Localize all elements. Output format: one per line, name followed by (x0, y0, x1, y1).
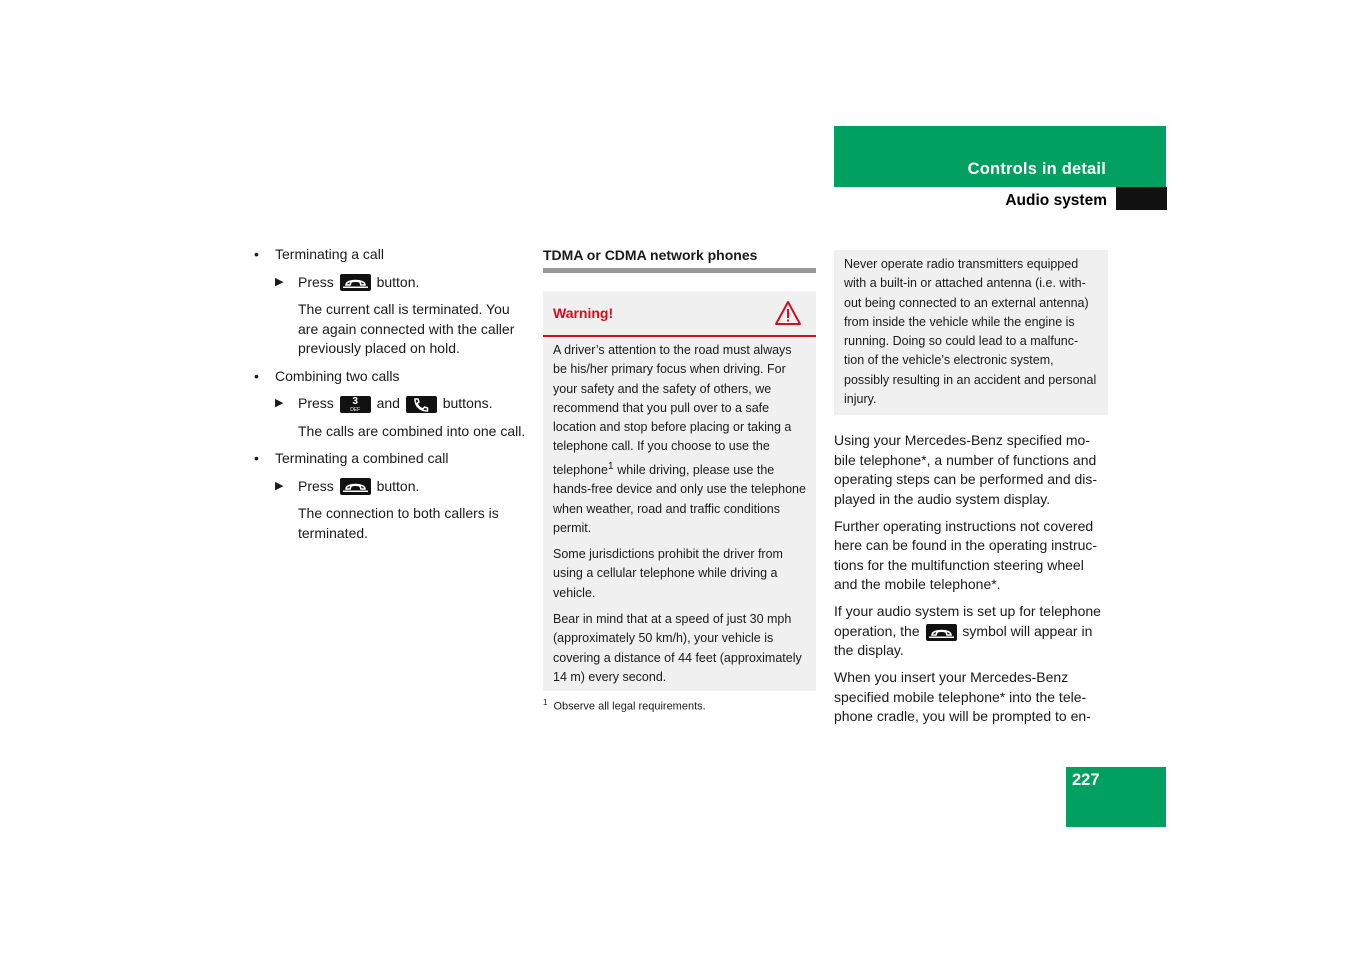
phone-pickup-icon (406, 396, 437, 413)
section-heading: TDMA or CDMA network phones (543, 247, 758, 263)
key-3-icon (340, 396, 371, 413)
paragraph: Using your Mercedes-Benz specified mo- bile telephone*, a number of functions and operating steps can be performed and dis- played in the audio system display. (834, 432, 1098, 507)
heading-divider (543, 268, 816, 273)
instruction-step (252, 394, 527, 414)
list-item (252, 449, 527, 469)
warning-text-part: A driver’s attention to the road must always be his/her primary focus when driving. For your safety and the safety of others, we recommend that you pull over to a safe location and stop before placing or taking a telephone call. If you choose to use the telephone (553, 343, 792, 477)
warning-title: Warning! (553, 305, 614, 321)
footnote-mark: 1 (543, 698, 548, 708)
instruction-step (252, 273, 527, 293)
section-marker (1116, 187, 1167, 210)
list-item-label: Terminating a combined call (275, 450, 449, 466)
arrow-right-icon: ▶ (275, 479, 284, 492)
instruction-step (252, 477, 527, 497)
step-text: Press (298, 273, 334, 290)
warning-paragraph: Some jurisdictions prohibit the driver from using a cellular telephone while driving a vehicle. (553, 547, 783, 600)
list-item (252, 367, 527, 387)
phone-hangup-icon (340, 478, 371, 495)
arrow-right-icon: ▶ (275, 397, 284, 409)
phone-hangup-icon (340, 274, 371, 291)
list-item (252, 245, 527, 265)
footnote-reference: 1 (607, 460, 614, 472)
paragraph (834, 602, 1108, 661)
footnote-text: Observe all legal requirements. (553, 700, 706, 713)
step-text: button. (376, 273, 420, 290)
bullet-icon: • (254, 450, 259, 466)
page-number-box (1066, 767, 1166, 827)
chapter-title: Controls in detail (967, 160, 1106, 178)
warning-box (543, 291, 816, 691)
step-result: The current call is terminated. You are again connected with the caller previously placed on hold. (298, 301, 515, 356)
step-text: button. (376, 477, 420, 494)
list-item-label: Combining two calls (275, 367, 400, 384)
bullet-icon: • (254, 367, 259, 384)
notice-box: Never operate radio transmitters equipped with a built-in or attached antenna (i.e. with- out being connected to an external antenna) from inside the vehicle while the engine is running. Doing so could lead to a malfunc- tion of the vehicle’s electronic system, possibly resulting in an accident and personal injury. (834, 250, 1108, 415)
paragraph-text: If your audio system is set up for telephone operation, the (834, 603, 1101, 639)
telephone-info-column (834, 250, 1108, 734)
call-functions-column (252, 245, 527, 551)
body-text (834, 431, 1108, 727)
network-phones-column (543, 245, 816, 715)
warning-triangle-icon (774, 300, 802, 331)
list-item-label: Terminating a call (275, 246, 384, 262)
paragraph: When you insert your Mercedes-Benz specified mobile telephone* into the tele- phone cradle, you will be prompted to en- (834, 669, 1091, 725)
warning-text (543, 337, 816, 691)
arrow-right-icon: ▶ (275, 275, 284, 288)
key-letters: DEF (350, 406, 361, 413)
warning-paragraph: Bear in mind that at a speed of just 30 mph (approximately 50 km/h), your vehicle is covering a distance of 44 feet (approximately 14 m) every second. (553, 612, 802, 684)
paragraph: Further operating instructions not covered here can be found in the operating instruc- tions for the multifunction steering wheel and the mobile telephone*. (834, 517, 1098, 593)
bullet-icon: • (254, 246, 259, 262)
key-number: 3 (352, 395, 358, 407)
step-text: Press (298, 395, 334, 411)
warning-text-part: while driving, please use the hands-free device and only use the telephone when weather, road and traffic conditions permit. (553, 462, 806, 535)
warning-paragraph (553, 341, 806, 538)
step-result: The calls are combined into one call. (298, 422, 526, 439)
warning-header (543, 291, 816, 337)
step-result: The connection to both callers is terminated. (298, 505, 499, 541)
section-title: Audio system (1005, 192, 1107, 209)
step-text: Press (298, 477, 334, 494)
phone-hangup-icon (926, 624, 957, 641)
paragraph-text: symbol will appear in the display. (834, 622, 1093, 659)
footnote (543, 695, 816, 715)
step-text: and (376, 395, 400, 411)
step-text: buttons. (442, 395, 493, 411)
page-number: 227 (1072, 771, 1100, 789)
chapter-header-bar (834, 126, 1166, 187)
